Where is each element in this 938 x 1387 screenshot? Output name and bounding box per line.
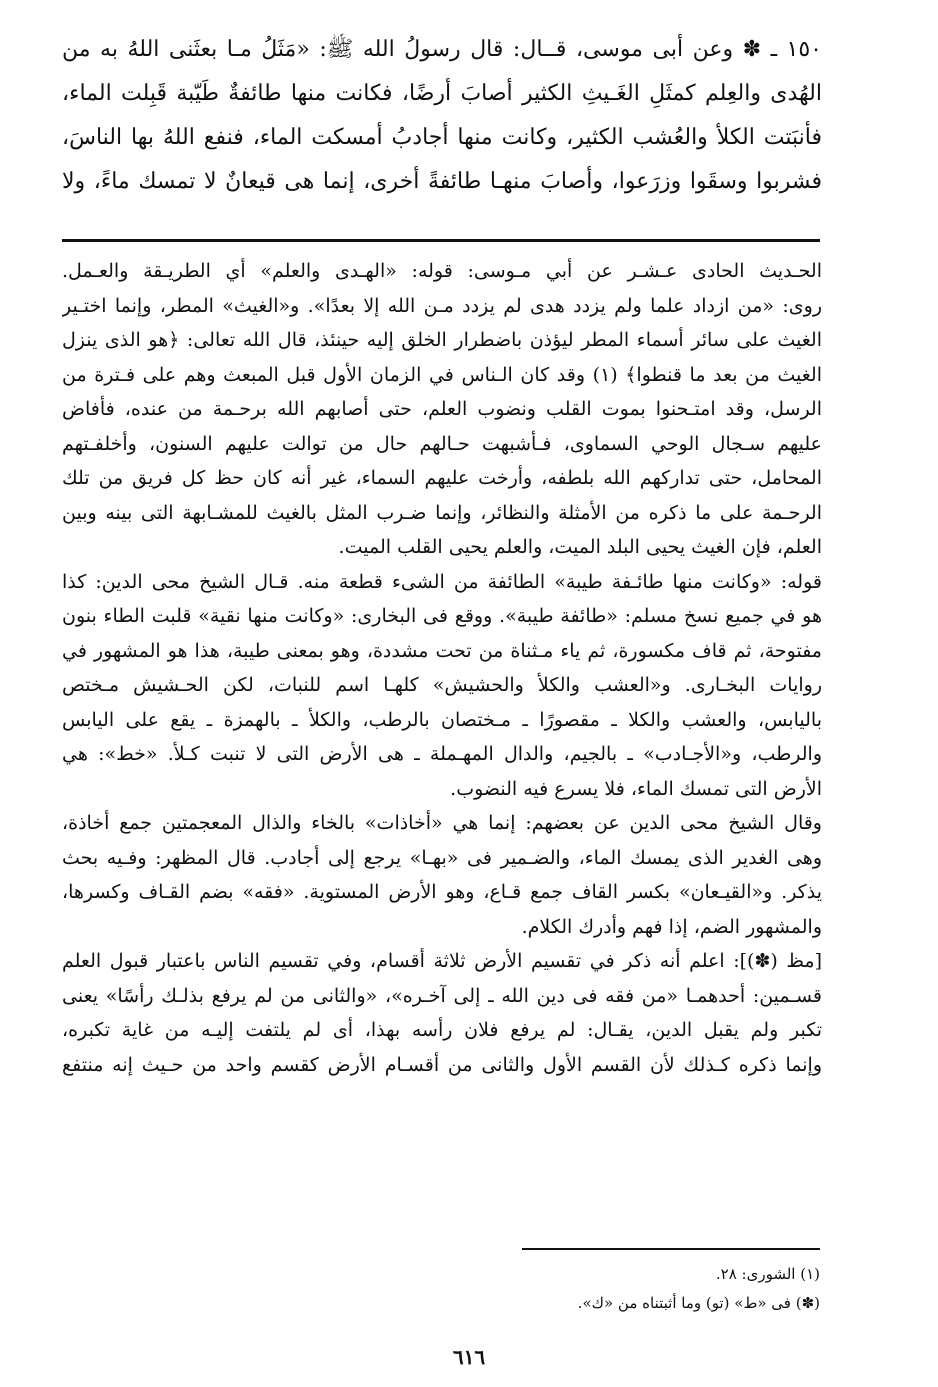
commentary-line: روى: «من ازداد علما ولم يزدد هدى لم يزدد مـن الله إلا بعدًا». و«الغيث» المطر، وإنما اختـير [62, 294, 822, 317]
commentary-line: الأرض التى تمسك الماء، فلا يسرع فيه النضوب. [450, 777, 822, 800]
commentary-line: العلم، فإن الغيث يحيى البلد الميت، والعلم يحيى القلب الميت. [338, 536, 822, 558]
commentary [62, 254, 822, 1082]
hadith-line: ١٥٠ ـ ✽ وعن أبى موسى، قــال: قال رسولُ الله ﷺ: «مَثَلُ مـا بعثَنى اللهُ به من [62, 37, 822, 62]
commentary-line: يذكر. و«القيـعان» بكسر القاف جمع قـاع، وهو الأرض المستوية. «فقه» بضم القـاف وكسرها، [62, 881, 822, 903]
hadith-line: فشربوا وسقَوا وزرَعوا، وأصابَ منهـا طائفةً أخرى، إنما هى قيعانٌ لا تمسك ماءً، ولا [62, 169, 822, 194]
commentary-line: الرسل، وقد امتـحنوا بموت القلب ونضوب العلم، حتى أصابهم الله برحـمة من عنده، فأفاض [62, 398, 822, 420]
commentary-paragraph [62, 565, 822, 807]
footnote: (✽) فى «ط» (تو) وما أثبتناه من «ك». [577, 1294, 820, 1312]
commentary-line: المحامل، حتى تداركهم الله بلطفه، وأرخت عليهم السماء، غير أنه كان حظ كل فريق من تلك [62, 467, 822, 489]
commentary-line: [مظ (✽)]: اعلم أنه ذكر في تقسيم الأرض ثلاثة أقسام، وفي تقسيم الناس باعتبار قبول العلم [62, 950, 822, 972]
hadith-line: الهُدى والعِلم كمثَلِ الغَـيثِ الكثير أصابَ أرضًا، فكانت منها طائفةٌ طَيّبة قَبِلت الماء، [62, 81, 822, 106]
page-number: ٦١٦ [452, 1345, 486, 1369]
commentary-line: قسـمين: أحدهمـا «من فقه فى دين الله ـ إلى آخـره»، «والثانى من لم يرفع بذلـك رأسًا» يعنى [62, 984, 822, 1007]
footnote: (١) الشورى: ٢٨. [715, 1265, 820, 1283]
hadith-text [62, 28, 822, 204]
commentary-line: وهى الغدير الذى يمسك الماء، والضـمير فى «بهـا» يرجع إلى أجادب. قال المظهر: وفـيه بحث [62, 846, 822, 869]
commentary-line: روايات البخـارى. و«العشب والكلأ والحشيش» كلهـا اسم للنبات، لكن الحـشيش مـختص [62, 674, 822, 696]
commentary-line: باليابس، والعشب والكلا ـ مقصورًا ـ مـختصان بالرطب، والكلأ ـ بالهمزة ـ يقع على اليابس [62, 708, 822, 731]
footnote-divider [522, 1248, 820, 1250]
main-divider [62, 239, 820, 242]
hadith-line: فأنبَتت الكلأ والعُشب الكثير، وكانت منها أجادبُ أمسكت الماء، فنفع اللهُ بها الناسَ، [62, 125, 822, 150]
commentary-line: عليهم سـجال الوحي السماوى، فـأشبهت حـالهم حال من توالت عليهم السنون، وأخلفـتهم [62, 432, 822, 455]
commentary-line: الحـديث الحادى عـشـر عن أبي مـوسى: قوله: «الهـدى والعلم» أي الطريـقة والعـمل. [62, 260, 822, 282]
commentary-line: الغيث من بعد ما قنطوا﴾ (١) وقد كان الـناس في الزمان الأول قبل المبعث وهم على فـترة من [62, 363, 822, 386]
footnotes [320, 1260, 820, 1318]
commentary-line: قوله: «وكانت منها طائـفة طيبة» الطائفة من الشىء قطعة منه. قـال الشيخ محى الدين: كذا [62, 570, 822, 593]
commentary-line: الغيث على سائر أسماء المطر ليؤذن باضطرار الخلق إليه حينئذ، قال الله تعالى: ﴿هو الذى ينزل [62, 329, 822, 351]
commentary-paragraph [62, 254, 822, 565]
commentary-line: هو في جميع نسخ مسلم: «طائفة طيبة». ووقع فى البخارى: «وكانت منها نقية» قلبت الطاء بنون [62, 605, 822, 627]
commentary-line: والمشهور الضم، إذا فهم وأدرك الكلام. [521, 915, 822, 938]
commentary-line: تكبر ولم يقبل الدين، يقـال: لم يرفع فلان رأسه بهذا، أى لم يلتفت إليـه من غاية تكبره، [62, 1019, 822, 1041]
commentary-line: وإنما ذكره كـذلك لأن القسم الأول والثانى من أقسـام الأرض كقسم واحد من حـيث إنه منتفع [62, 1053, 822, 1076]
commentary-line: مفتوحة، ثم قاف مكسورة، ثم ياء مـثناة من تحت مشددة، وهو بمعنى طيبة، هذا هو المشهور في [62, 639, 822, 662]
commentary-paragraph [62, 944, 822, 1082]
commentary-line: والرطب، و«الأجـادب» ـ بالجيم، والدال المهـملة ـ هى الأرض التى لا تنبت كـلأ. «خط»: هي [62, 743, 822, 765]
commentary-paragraph [62, 806, 822, 944]
commentary-line: وقال الشيخ محى الدين عن بعضهم: إنما هي «أخاذات» بالخاء والذال المعجمتين جمع أخاذة، [62, 812, 822, 834]
commentary-line: الرحـمة على ما ذكره من الأمثلة والنظائر، وإنما ضـرب المثل بالغيث للمشـابهة التى بينه وبين [62, 501, 822, 524]
